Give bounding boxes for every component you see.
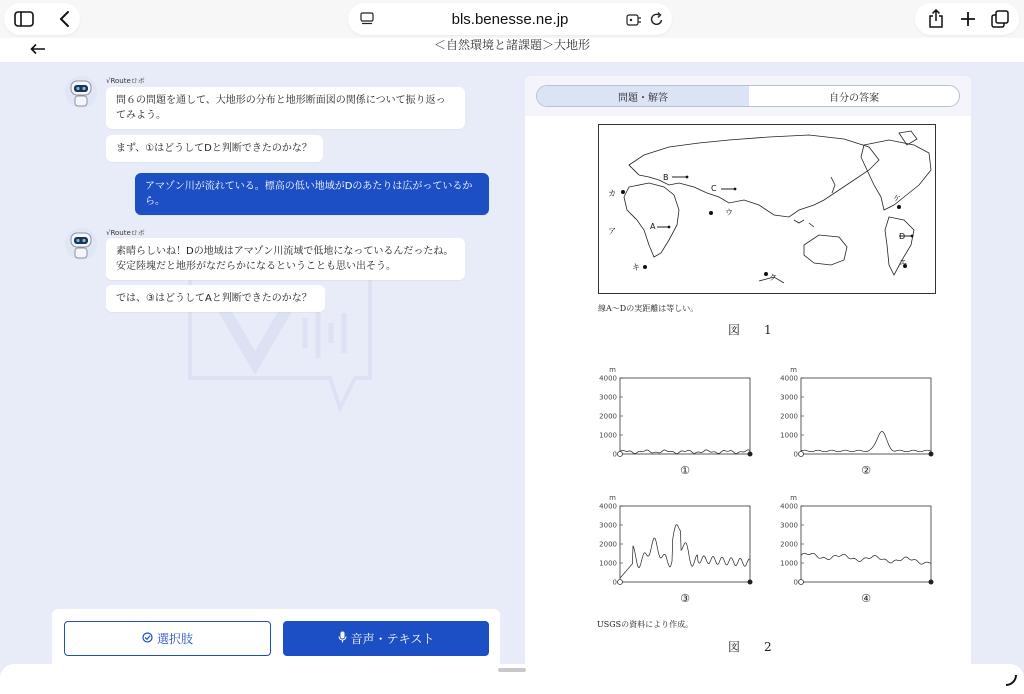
- profile-y-tick: 2000: [780, 412, 798, 421]
- map-label: A: [650, 222, 656, 231]
- map-label: ク: [769, 273, 777, 282]
- tabs-icon[interactable]: [984, 4, 1016, 34]
- world-map: [598, 124, 936, 294]
- profile-y-tick: 1000: [780, 431, 798, 440]
- address-bar[interactable]: [348, 3, 672, 35]
- choice-button[interactable]: [64, 621, 271, 656]
- profile-start-marker: [618, 452, 623, 457]
- profile-line: [620, 450, 750, 454]
- voice-button-label: 音声・テキスト: [350, 632, 435, 646]
- profile-end-marker: [929, 452, 934, 457]
- profile-end-marker: [929, 580, 934, 585]
- sender-name: √Routeロボ: [106, 229, 145, 237]
- map-label: ウ: [725, 208, 733, 217]
- back-icon[interactable]: [48, 4, 80, 34]
- profile-frame: [620, 378, 750, 454]
- robot-avatar: [64, 227, 98, 261]
- elevation-profiles: [586, 358, 956, 618]
- microphone-icon: [338, 631, 347, 646]
- profile-label: ①: [680, 464, 690, 477]
- profile-y-tick: 3000: [599, 521, 617, 530]
- bot-message: では、③はどうしてAと判断できたのかな？: [106, 285, 325, 312]
- map-label: エ: [899, 258, 907, 267]
- page-title: ＜自然環境と諸課題＞大地形: [433, 38, 590, 50]
- extension-icon[interactable]: [626, 12, 642, 31]
- profile-y-tick: 4000: [599, 502, 617, 511]
- map-label: キ: [632, 263, 640, 272]
- profile-y-tick: 1000: [780, 559, 798, 568]
- sheet-grabber[interactable]: [498, 668, 526, 672]
- map-label: C: [711, 184, 717, 193]
- profile-y-tick: 4000: [780, 374, 798, 383]
- profile-frame: [801, 378, 931, 454]
- profile-frame: [801, 506, 931, 582]
- bot-message: 問６の問題を通して、大地形の分布と地形断面図の関係について振り返ってみよう。: [106, 87, 465, 129]
- profile-unit: m: [790, 366, 797, 374]
- sender-name: √Routeロボ: [106, 77, 145, 85]
- bot-message: 素晴らしいね！Dの地域はアマゾン川流域で低地になっているんだったね。安定陸塊だと地形がなだらかになるということも思い出そう。: [106, 238, 465, 280]
- share-icon[interactable]: [920, 4, 952, 34]
- profile-line: [801, 432, 931, 452]
- profile-y-tick: 0: [793, 578, 798, 587]
- profile-y-tick: 0: [612, 450, 617, 459]
- tab-my-answer[interactable]: 自分の答案: [829, 92, 879, 104]
- choice-button-label: 選択肢: [156, 632, 193, 646]
- profile-start-marker: [799, 452, 804, 457]
- check-circle-icon: [142, 632, 153, 646]
- profile-frame: [620, 506, 750, 582]
- map-label: ア: [608, 227, 616, 236]
- user-message: アマゾン川が流れている。標高の低い地域がDのあたりは広がっているから。: [135, 173, 489, 215]
- profile-label: ②: [861, 464, 871, 477]
- profile-y-tick: 3000: [780, 393, 798, 402]
- map-label: ケ: [893, 194, 901, 203]
- reload-icon[interactable]: [650, 11, 664, 31]
- plus-icon[interactable]: [952, 4, 984, 34]
- profile-start-marker: [618, 580, 623, 585]
- map-label: カ: [608, 189, 616, 198]
- profile-y-tick: 0: [612, 578, 617, 587]
- profile-unit: m: [790, 494, 797, 502]
- figure-2-title: 図 2: [728, 640, 778, 654]
- profile-line: [620, 525, 750, 579]
- profile-y-tick: 2000: [599, 412, 617, 421]
- profile-end-marker: [748, 580, 753, 585]
- page-back-icon[interactable]: [30, 40, 48, 54]
- map-label: D: [899, 232, 906, 241]
- profile-y-tick: 4000: [599, 374, 617, 383]
- profile-y-tick: 3000: [780, 521, 798, 530]
- profile-unit: m: [609, 494, 616, 502]
- profile-unit: m: [609, 366, 616, 374]
- profile-y-tick: 1000: [599, 559, 617, 568]
- map-label: B: [663, 173, 669, 182]
- profile-y-tick: 4000: [780, 502, 798, 511]
- voice-text-button[interactable]: [283, 621, 489, 656]
- tab-question-answer[interactable]: 問題・解答: [537, 86, 749, 106]
- profile-y-tick: 3000: [599, 393, 617, 402]
- profile-y-tick: 2000: [599, 540, 617, 549]
- profile-line: [801, 553, 931, 564]
- resize-corner-icon: [1004, 672, 1018, 686]
- profile-y-tick: 2000: [780, 540, 798, 549]
- map-note: 線A～Dの実距離は等しい。: [598, 304, 699, 313]
- source-note: USGSの資料により作成。: [597, 620, 694, 629]
- profile-label: ③: [680, 592, 690, 605]
- robot-avatar: [64, 75, 98, 109]
- profile-y-tick: 0: [793, 450, 798, 459]
- profile-start-marker: [799, 580, 804, 585]
- bot-message: まず、①はどうしてDと判断できたのかな？: [106, 135, 323, 162]
- url-text: bls.benesse.ne.jp: [451, 10, 569, 28]
- profile-y-tick: 1000: [599, 431, 617, 440]
- sidebar-icon[interactable]: [8, 4, 40, 34]
- panel-tabs: [536, 85, 960, 107]
- figure-1-title: 図 1: [728, 323, 778, 337]
- profile-end-marker: [748, 452, 753, 457]
- profile-label: ④: [861, 592, 871, 605]
